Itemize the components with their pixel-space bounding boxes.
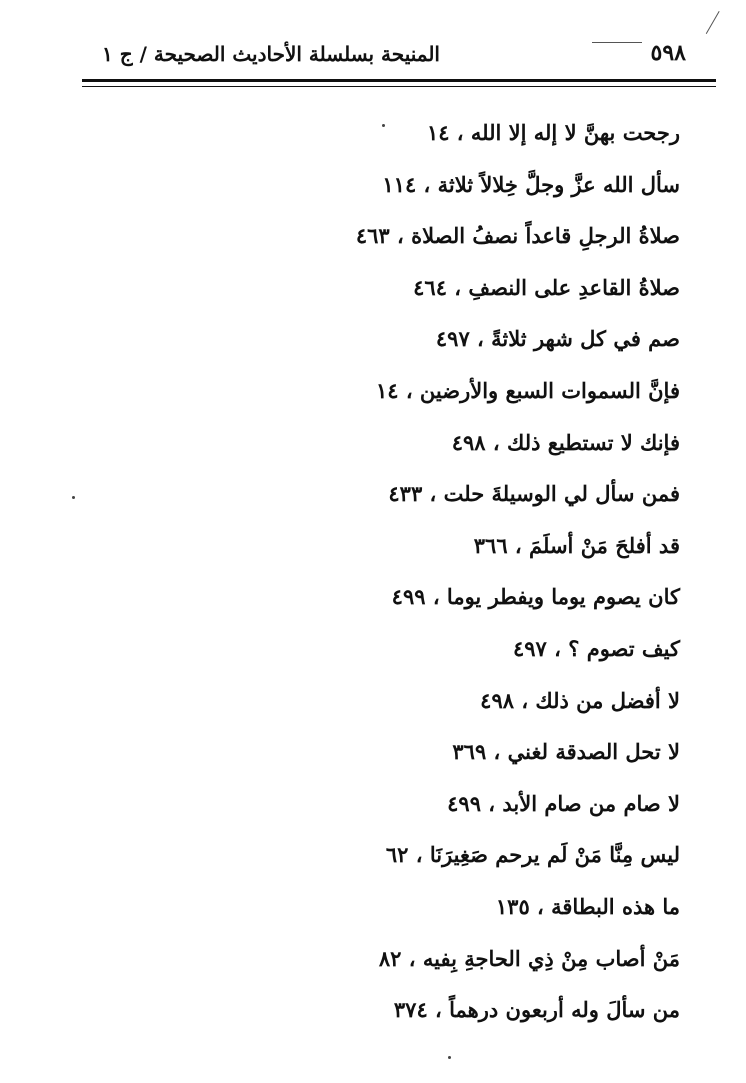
page-number: ٥٩٨: [650, 40, 686, 66]
index-entry: ما هذه البطاقة ، ١٣٥: [495, 893, 680, 919]
index-entry: مَنْ أصاب مِنْ ذِي الحاجةِ بِفيه ، ٨٢: [378, 945, 680, 971]
index-entry: لا تحل الصدقة لغني ، ٣٦٩: [452, 739, 680, 765]
header-rule-thick: [82, 79, 716, 82]
hadith-index-list: [80, 118, 680, 1047]
index-entry: لا أفضل من ذلك ، ٤٩٨: [480, 687, 680, 713]
index-entry: فمن سأل لي الوسيلةَ حلت ، ٤٣٣: [388, 481, 680, 507]
index-entry: قد أفلحَ مَنْ أسلَمَ ، ٣٦٦: [473, 532, 680, 558]
index-entry: كيف تصوم ؟ ، ٤٩٧: [513, 635, 680, 661]
index-entry: لا صام من صام الأبد ، ٤٩٩: [447, 790, 680, 816]
scan-speck: [382, 124, 385, 127]
index-entry: رجحت بهنَّ لا إله إلا الله ، ١٤: [426, 120, 680, 145]
scan-speck: [72, 496, 75, 499]
index-entry: صلاةُ القاعدِ على النصفِ ، ٤٦٤: [413, 274, 680, 300]
index-entry: صلاةُ الرجلِ قاعداً نصفُ الصلاة ، ٤٦٣: [355, 223, 680, 249]
running-title: المنيحة بسلسلة الأحاديث الصحيحة / ج ١: [102, 42, 440, 66]
index-entry: صم في كل شهر ثلاثةً ، ٤٩٧: [435, 326, 680, 352]
header-rule-thin: [82, 86, 716, 87]
scan-speck: [448, 1056, 451, 1059]
index-entry: ليس مِنَّا مَنْ لَم يرحم صَغِيرَنَا ، ٦٢: [385, 842, 680, 868]
page-header: [80, 34, 716, 74]
index-entry: فإنَّ السموات السبع والأرضين ، ١٤: [375, 377, 680, 403]
index-entry: من سألَ وله أربعون درهماً ، ٣٧٤: [393, 997, 680, 1023]
index-entry: سأل الله عزَّ وجلَّ خِلالاً ثلاثة ، ١١٤: [382, 171, 680, 197]
index-entry: فإنك لا تستطيع ذلك ، ٤٩٨: [451, 429, 680, 455]
index-entry: كان يصوم يوما ويفطر يوما ، ٤٩٩: [391, 584, 680, 610]
